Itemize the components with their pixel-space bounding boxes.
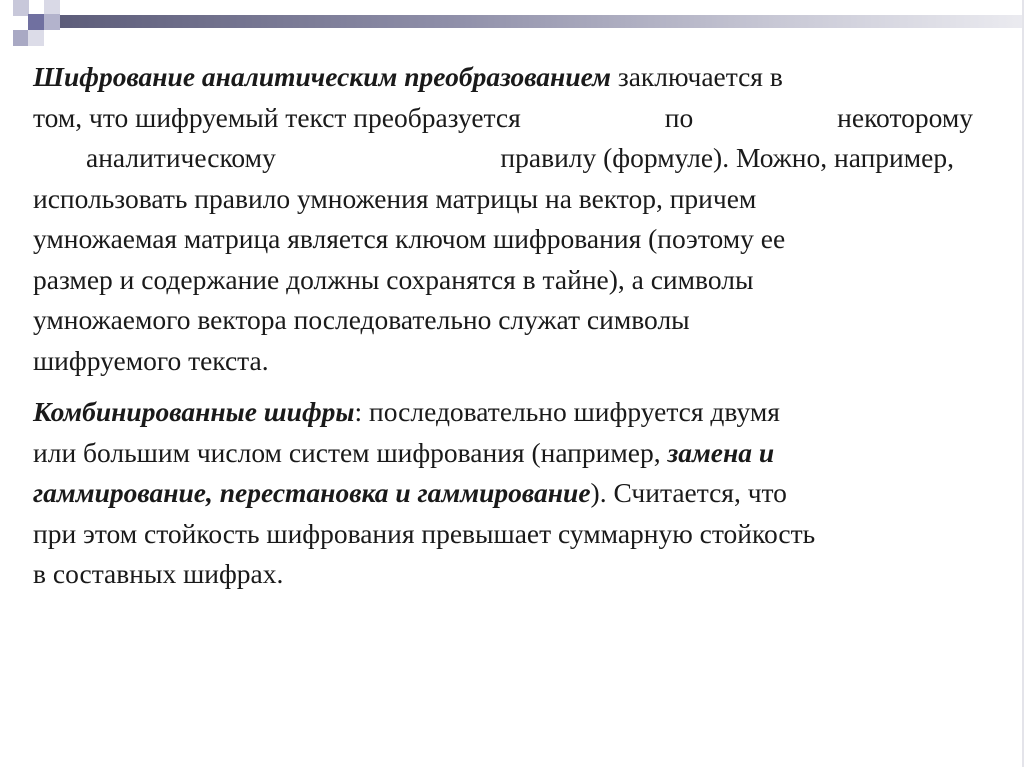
text-line (33, 473, 1018, 514)
text-line: умножаемого вектора последовательно служат символы (33, 304, 690, 335)
text-line (33, 433, 1018, 474)
text-line (33, 392, 1018, 433)
text-span: некоторому (837, 101, 973, 133)
text-line (33, 138, 954, 179)
emphasis-text: гаммирование, перестановка и гаммирование (33, 477, 591, 508)
emphasis-text: замена и (667, 436, 775, 468)
text-span: заключается в (610, 61, 783, 92)
text-line (33, 98, 973, 139)
decor-square (44, 14, 60, 30)
text-span: правилу (формуле). Можно, например, (500, 142, 954, 173)
text-line: использовать правило умножения матрицы на вектор, причем (33, 182, 757, 214)
decor-square (13, 30, 29, 46)
decor-square (28, 30, 44, 46)
text-line: в составных шифрах. (33, 558, 284, 589)
text-span: по (664, 101, 694, 133)
text-span: аналитическому (86, 142, 276, 173)
slide-body (33, 57, 1018, 606)
decor-square (13, 0, 29, 16)
text-span: том, что шифруемый текст преобразуется (33, 101, 521, 133)
text-line (33, 57, 1018, 98)
text-line: умножаемая матрица является ключом шифрования (поэтому ее (33, 223, 786, 254)
text-span: или большим числом систем шифрования (например, (33, 436, 668, 468)
text-line: при этом стойкость шифрования превышает суммарную стойкость (33, 517, 816, 549)
decor-square (28, 14, 44, 30)
text-line: шифруемого текста. (33, 344, 269, 376)
text-span: ). Считается, что (590, 477, 787, 508)
paragraph-combined-cipher (33, 392, 1018, 595)
term-heading: Комбинированные шифры (33, 396, 355, 427)
text-span: : последовательно шифруется двумя (354, 396, 780, 427)
paragraph-analytic-cipher (33, 57, 1018, 381)
text-line: размер и содержание должны сохранятся в тайне), а символы (33, 263, 754, 295)
term-heading: Шифрование аналитическим преобразованием (33, 61, 611, 92)
header-gradient-bar (60, 15, 1024, 28)
